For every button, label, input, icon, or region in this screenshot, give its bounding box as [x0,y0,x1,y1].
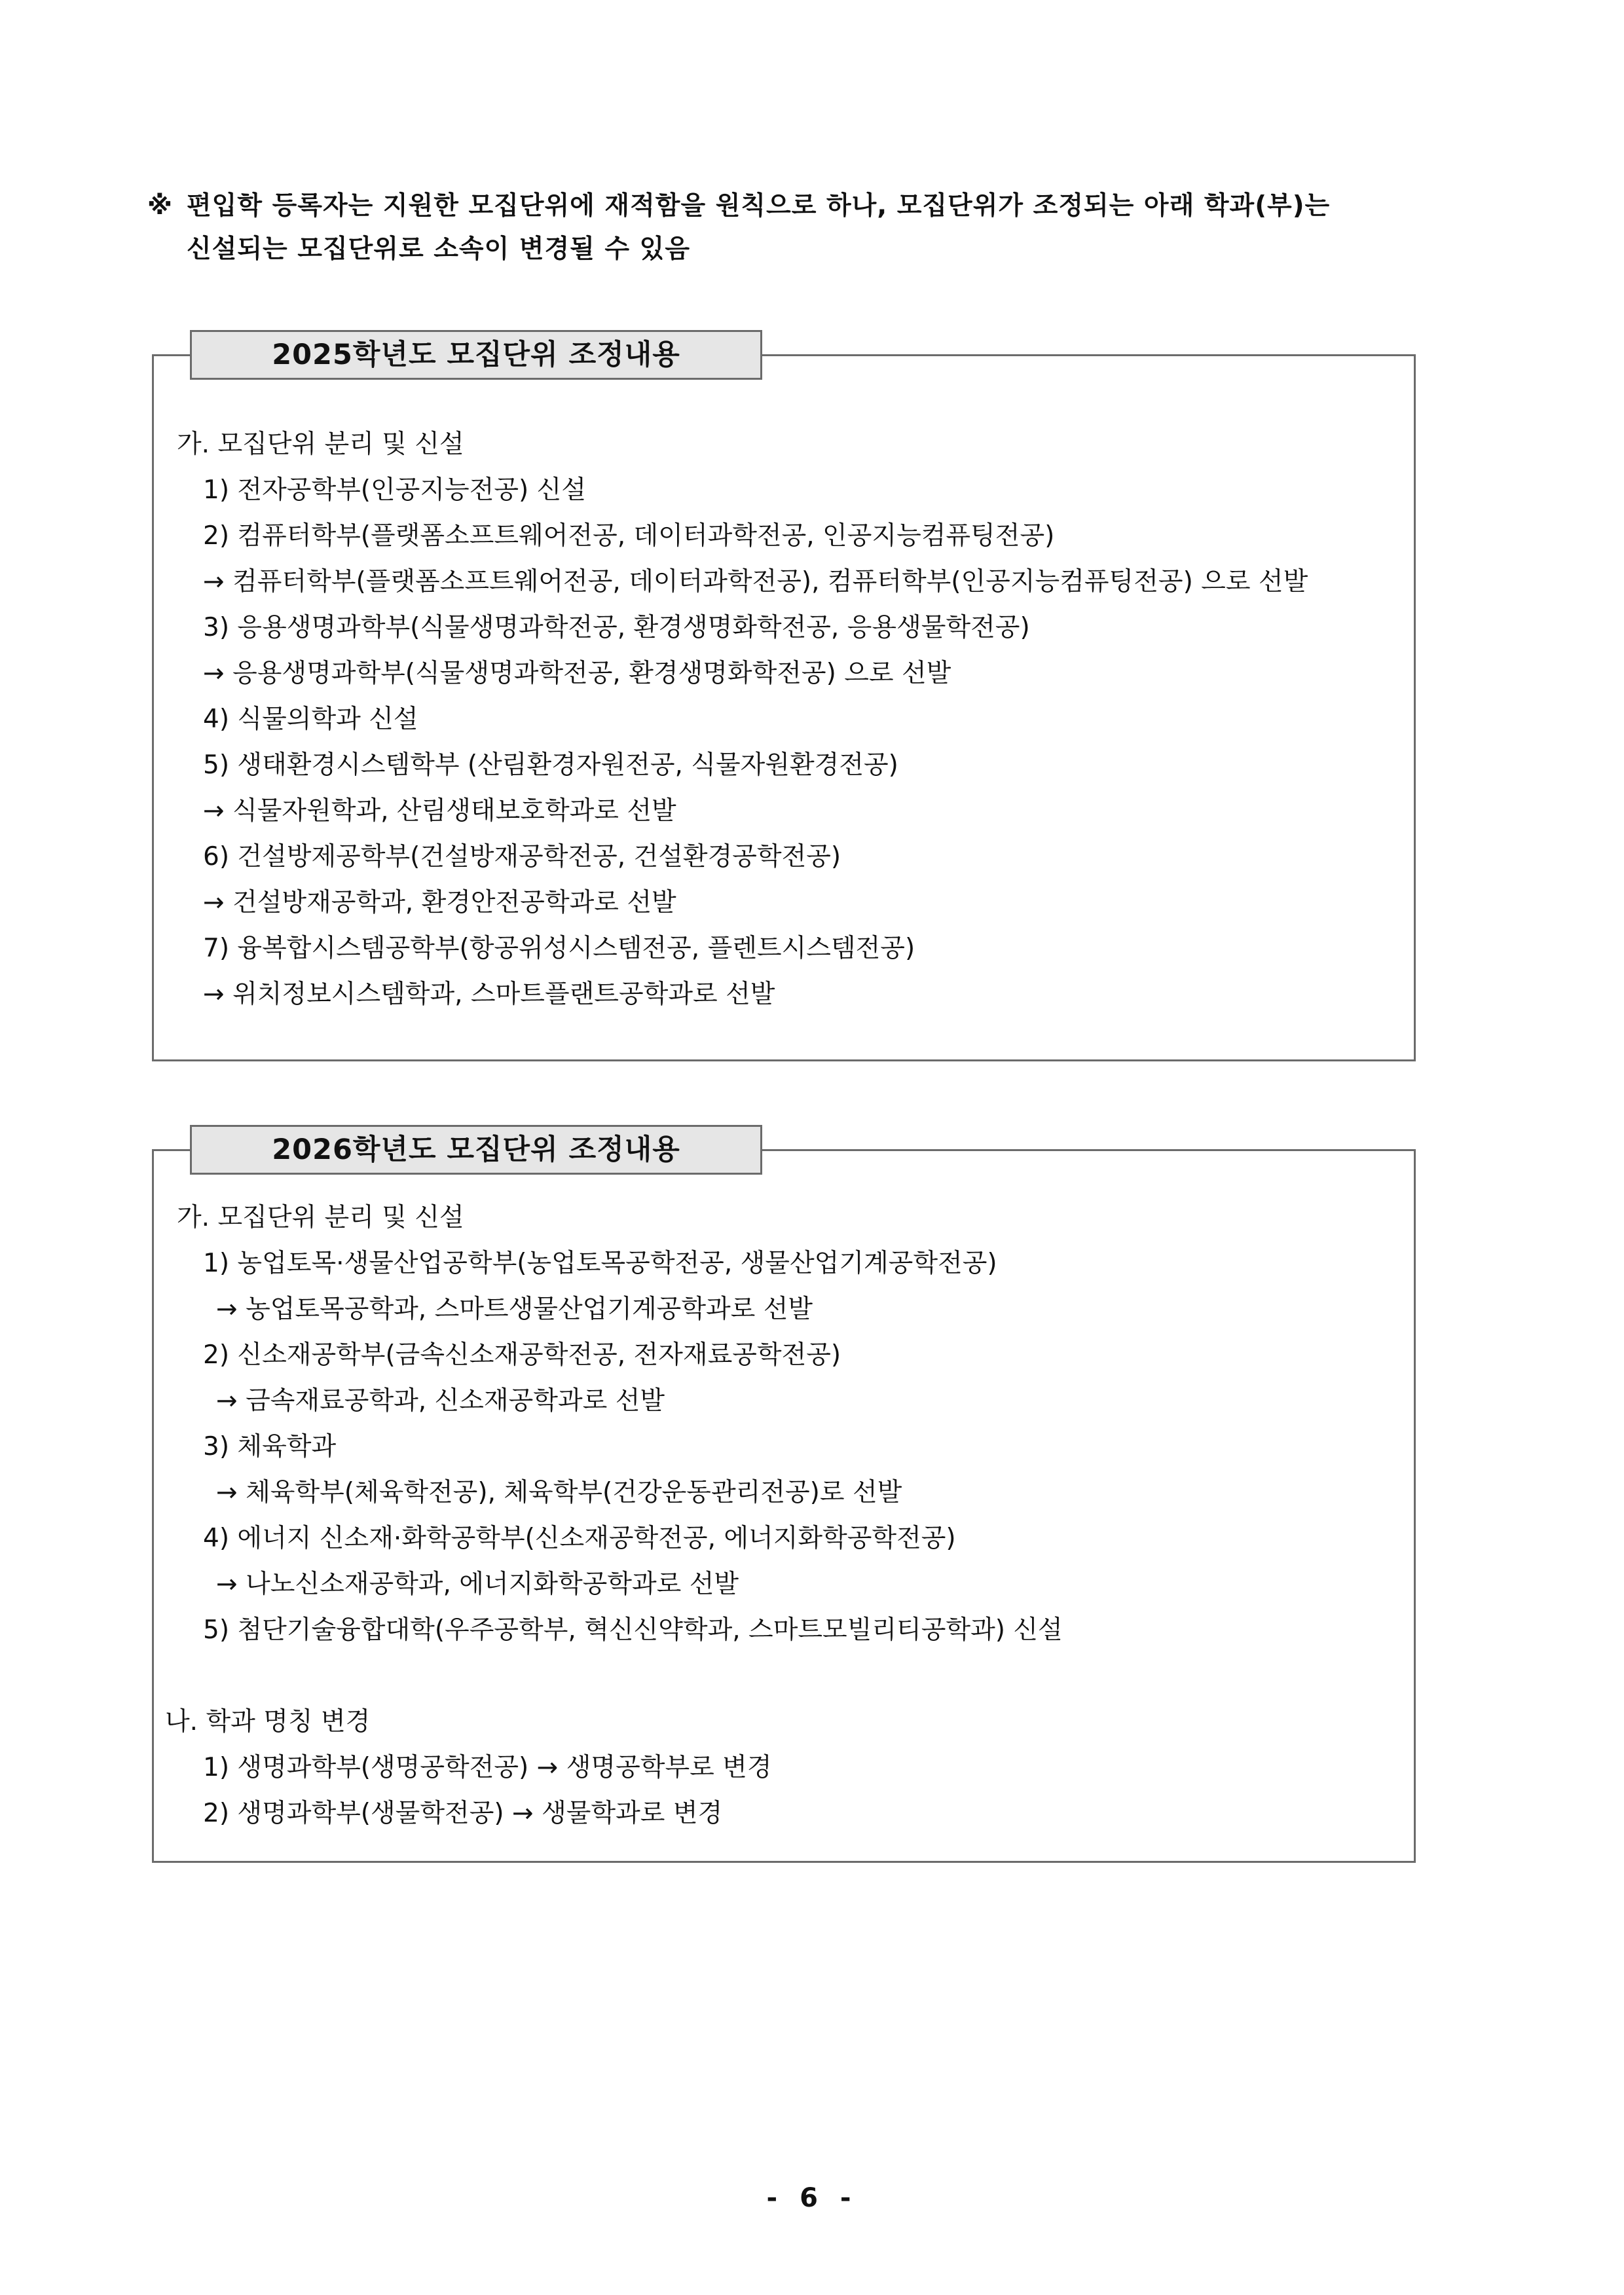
notice-paragraph [147,185,1503,271]
reference-mark-icon: ※ [147,191,173,221]
section-2026-heading-a: 가. 모집단위 분리 및 신설 [177,1203,464,1232]
list-item-arrow: → 건설방재공학과, 환경안전공학과로 선발 [203,888,676,917]
list-item-arrow: → 식물자원학과, 산림생태보호학과로 선발 [203,796,676,826]
list-item: 2) 생명과학부(생물학전공) → 생물학과로 변경 [203,1799,723,1828]
list-item-arrow: → 위치정보시스템학과, 스마트플랜트공학과로 선발 [203,980,775,1009]
section-2026-box [152,1149,1416,1863]
list-item-arrow: → 나노신소재공학과, 에너지화학공학과로 선발 [216,1570,739,1599]
list-item: 7) 융복합시스템공학부(항공위성시스템전공, 플렌트시스템전공) [203,934,915,963]
list-item: 2) 신소재공학부(금속신소재공학전공, 전자재료공학전공) [203,1340,841,1370]
list-item: 5) 첨단기술융합대학(우주공학부, 혁신신약학과, 스마트모빌리티공학과) 신설 [203,1615,1063,1645]
section-2025-box [152,354,1416,1061]
list-item: 5) 생태환경시스템학부 (산림환경자원전공, 식물자원환경전공) [203,750,898,780]
list-item-arrow: → 컴퓨터학부(플랫폼소프트웨어전공, 데이터과학전공), 컴퓨터학부(인공지능컴퓨팅전공) 으로 선발 [203,567,1308,597]
list-item: 2) 컴퓨터학부(플랫폼소프트웨어전공, 데이터과학전공, 인공지능컴퓨팅전공) [203,521,1055,551]
notice-line-1: 편입학 등록자는 지원한 모집단위에 재적함을 원칙으로 하나, 모집단위가 조정되는 아래 학과(부)는 [187,191,1331,221]
section-2025-content [154,422,1414,1018]
section-2025-heading-a: 가. 모집단위 분리 및 신설 [177,430,464,459]
list-item-arrow: → 체육학부(체육학전공), 체육학부(건강운동관리전공)로 선발 [216,1478,902,1507]
notice-line-2: 신설되는 모집단위로 소속이 변경될 수 있음 [187,234,691,264]
section-2026-heading-b: 나. 학과 명칭 변경 [165,1707,371,1736]
section-2026-title: 2026학년도 모집단위 조정내용 [190,1125,762,1175]
list-item-arrow: → 금속재료공학과, 신소재공학과로 선발 [216,1386,665,1416]
list-item: 4) 에너지 신소재·화학공학부(신소재공학전공, 에너지화학공학전공) [203,1524,956,1553]
page-number: - 6 - [766,2183,858,2213]
section-2025-title: 2025학년도 모집단위 조정내용 [190,330,762,380]
list-item: 3) 체육학과 [203,1432,337,1461]
list-item: 1) 전자공학부(인공지능전공) 신설 [203,475,587,505]
list-item: 6) 건설방제공학부(건설방재공학전공, 건설환경공학전공) [203,842,841,872]
list-item: 4) 식물의학과 신설 [203,705,418,734]
list-item-arrow: → 응용생명과학부(식물생명과학전공, 환경생명화학전공) 으로 선발 [203,659,951,688]
list-item-arrow: → 농업토목공학과, 스마트생물산업기계공학과로 선발 [216,1294,813,1324]
list-item: 1) 농업토목·생물산업공학부(농업토목공학전공, 생물산업기계공학전공) [203,1249,997,1278]
list-item: 1) 생명과학부(생명공학전공) → 생명공학부로 변경 [203,1753,772,1782]
spacer [154,1653,1414,1699]
list-item: 3) 응용생명과학부(식물생명과학전공, 환경생명화학전공, 응용생물학전공) [203,613,1030,642]
section-2026-content [154,1195,1414,1837]
